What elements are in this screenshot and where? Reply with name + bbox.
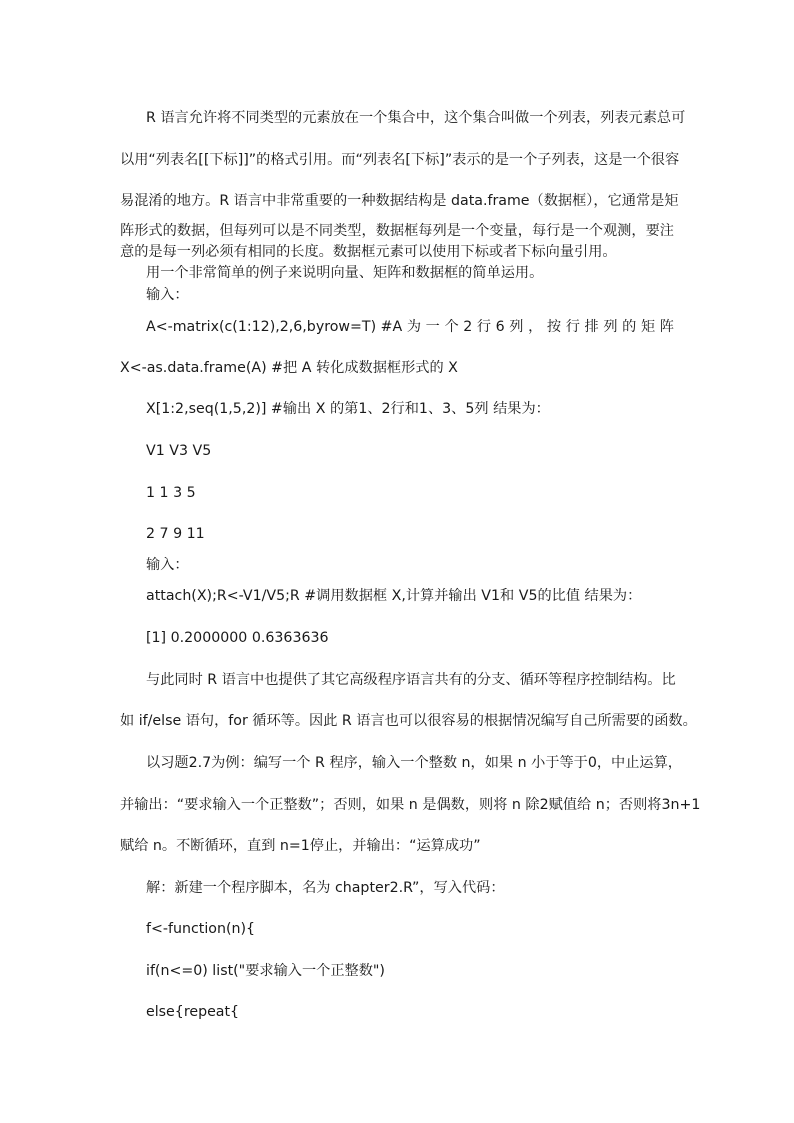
output-line: [1] 0.2000000 0.6363636 xyxy=(146,630,329,646)
paragraph-line: 并输出：“要求输入一个正整数”；否则，如果 n 是偶数，则将 n 除2赋值给 n；否则将3n+1 xyxy=(120,797,701,813)
output-line: V1 V3 V5 xyxy=(146,443,212,459)
output-line: 1 1 3 5 xyxy=(146,485,196,501)
code-line: attach(X);R<-V1/V5;R #调用数据框 X,计算并输出 V1和 V5的比值 结果为： xyxy=(146,588,642,604)
code-line: f<-function(n){ xyxy=(146,921,256,937)
paragraph-line: 以用“列表名[[下标]]”的格式引用。而“列表名[下标]”表示的是一个子列表，这是一个很容 xyxy=(120,152,680,168)
code-line: else{repeat{ xyxy=(146,1004,240,1020)
paragraph-line: 赋给 n。不断循环，直到 n=1停止，并输出：“运算成功” xyxy=(120,838,481,854)
output-line: 2 7 9 11 xyxy=(146,526,205,542)
input-label: 输入： xyxy=(146,557,189,573)
code-line: X<-as.data.frame(A) #把 A 转化成数据框形式的 X xyxy=(120,360,458,376)
paragraph-line: 解：新建一个程序脚本，名为 chapter2.R”，写入代码： xyxy=(146,880,505,896)
paragraph-line: R 语言允许将不同类型的元素放在一个集合中，这个集合叫做一个列表，列表元素总可 xyxy=(146,110,686,126)
paragraph-line: 如 if/else 语句，for 循环等。因此 R 语言也可以很容易的根据情况编写自己所需要的函数。 xyxy=(120,713,697,729)
paragraph-line: 以习题2.7为例：编写一个 R 程序，输入一个整数 n，如果 n 小于等于0，中止运算， xyxy=(146,755,682,771)
paragraph-line: 易混淆的地方。R 语言中非常重要的一种数据结构是 data.frame（数据框），它通常是矩 xyxy=(120,193,679,209)
paragraph-line: 阵形式的数据，但每列可以是不同类型，数据框每列是一个变量，每行是一个观测，要注 xyxy=(120,223,674,239)
paragraph-line: 与此同时 R 语言中也提供了其它高级程序语言共有的分支、循环等程序控制结构。比 xyxy=(146,672,676,688)
code-line: A<-matrix(c(1:12),2,6,byrow=T) #A 为 一 个 2 行 6 列 ， 按 行 排 列 的 矩 阵 xyxy=(146,319,674,335)
code-line: if(n<=0) list("要求输入一个正整数") xyxy=(146,963,385,979)
input-label: 输入： xyxy=(146,287,189,303)
paragraph-line: 意的是每一列必须有相同的长度。数据框元素可以使用下标或者下标向量引用。 xyxy=(120,244,617,260)
code-line: X[1:2,seq(1,5,2)] #输出 X 的第1、2行和1、3、5列 结果为： xyxy=(146,401,550,417)
paragraph-line: 用一个非常简单的例子来说明向量、矩阵和数据框的简单运用。 xyxy=(146,265,544,281)
